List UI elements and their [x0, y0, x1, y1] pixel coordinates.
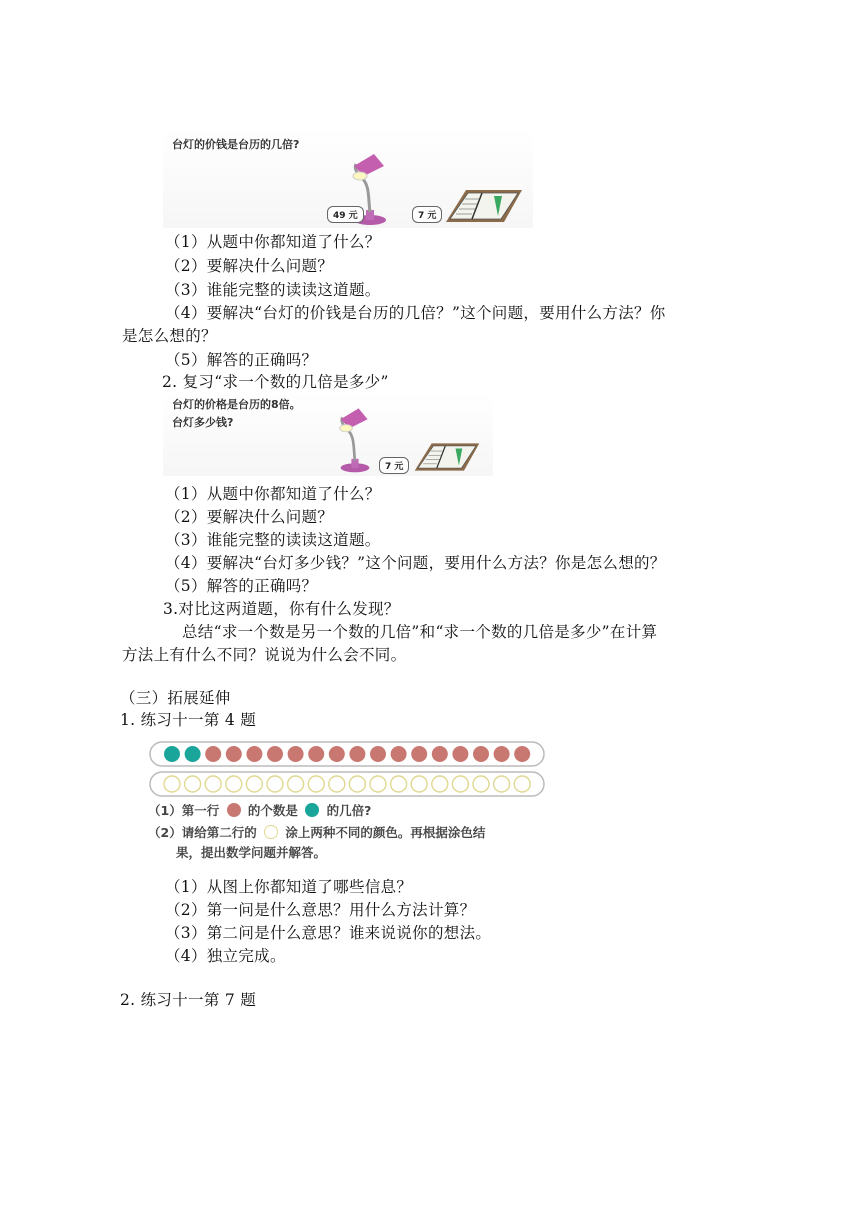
empty-bead [205, 776, 221, 792]
fig-question-2-suffix: 涂上两种不同的颜色。再根据涂色结 [285, 825, 486, 840]
question-4: （4）要解决“台灯多少钱？”这个问题，要用什么方法？你是怎么想的？ [165, 554, 666, 572]
question-5: （5）解答的正确吗？ [165, 351, 318, 369]
question-2: （2）要解决什么问题？ [165, 257, 334, 275]
empty-bead [370, 776, 386, 792]
question-4: （4）独立完成。 [165, 947, 286, 965]
question-5: （5）解答的正确吗？ [165, 577, 318, 595]
teal-bead [164, 746, 180, 762]
empty-bead [494, 776, 510, 792]
question-1: （1）从图上你都知道了哪些信息？ [165, 878, 413, 896]
teal-dot-icon [305, 803, 319, 817]
exercise-2-heading: 2. 练习十一第 7 题 [120, 991, 257, 1009]
figure-caption: 台灯的价钱是台历的几倍? [172, 138, 300, 151]
fig-question-2-prefix: （2）请给第二行的 [148, 825, 257, 840]
empty-bead [267, 776, 283, 792]
red-bead [288, 746, 304, 762]
empty-bead [246, 776, 262, 792]
question-1: （1）从题中你都知道了什么？ [165, 233, 381, 251]
exercise-1-heading: 1. 练习十一第 4 题 [120, 711, 257, 729]
empty-bead [452, 776, 468, 792]
red-bead [329, 746, 345, 762]
empty-bead [226, 776, 242, 792]
empty-bead [514, 776, 530, 792]
red-bead [494, 746, 510, 762]
empty-bead [349, 776, 365, 792]
question-3: （3）第二问是什么意思？谁来说说你的想法。 [165, 924, 492, 942]
empty-bead [473, 776, 489, 792]
summary-line1: 总结“求一个数是另一个数的几倍”和“求一个数的几倍是多少”在计算 [182, 623, 658, 641]
item-2-heading: 2. 复习“求一个数的几倍是多少” [162, 373, 389, 391]
red-bead [411, 746, 427, 762]
teal-bead [185, 746, 201, 762]
empty-bead [329, 776, 345, 792]
figure-bead-rows [148, 740, 548, 860]
summary-line2: 方法上有什么不同？说说为什么会不同。 [122, 646, 407, 664]
red-bead [267, 746, 283, 762]
red-dot-icon [227, 803, 241, 817]
question-4-line2: 是怎么想的？ [122, 327, 217, 345]
question-3: （3）谁能完整的读读这道题。 [165, 531, 381, 549]
empty-bead [432, 776, 448, 792]
calendar-price-tag: 7 元 [379, 457, 409, 474]
red-bead [473, 746, 489, 762]
red-bead [308, 746, 324, 762]
red-bead [391, 746, 407, 762]
part-3-heading: （三）拓展延伸 [120, 689, 231, 707]
empty-bead [308, 776, 324, 792]
question-3: （3）谁能完整的读读这道题。 [165, 281, 381, 299]
empty-bead [185, 776, 201, 792]
empty-bead [164, 776, 180, 792]
item-3-heading: 3.对比这两道题，你有什么发现？ [163, 600, 400, 618]
red-bead [432, 746, 448, 762]
question-1: （1）从题中你都知道了什么？ [165, 485, 381, 503]
fig-question-1-prefix: （1）第一行 [148, 803, 220, 818]
empty-circle-icon [264, 825, 278, 839]
calendar-price-tag: 7 元 [412, 206, 442, 223]
figure-caption-line1: 台灯的价格是台历的8倍。 [172, 398, 301, 411]
red-bead [246, 746, 262, 762]
question-2: （2）要解决什么问题？ [165, 508, 334, 526]
desk-calendar-icon [405, 440, 489, 474]
fig-question-2-line2: 果，提出数学问题并解答。 [176, 845, 327, 860]
bead-rows-graphic [148, 740, 548, 800]
desk-lamp-icon [328, 404, 382, 474]
red-bead [370, 746, 386, 762]
red-bead [514, 746, 530, 762]
red-bead [452, 746, 468, 762]
red-bead [349, 746, 365, 762]
lamp-price-tag: 49 元 [327, 206, 364, 223]
fig-question-1-middle: 的个数是 [247, 803, 298, 818]
empty-bead [391, 776, 407, 792]
figure-caption-line2: 台灯多少钱? [172, 416, 234, 429]
question-4-line1: （4）要解决“台灯的价钱是台历的几倍？”这个问题，要用什么方法？你 [165, 304, 666, 322]
empty-bead [288, 776, 304, 792]
empty-bead [411, 776, 427, 792]
red-bead [226, 746, 242, 762]
desk-calendar-icon [442, 186, 526, 226]
red-bead [205, 746, 221, 762]
fig-question-1-suffix: 的几倍? [326, 803, 372, 818]
question-2: （2）第一问是什么意思？用什么方法计算？ [165, 901, 476, 919]
